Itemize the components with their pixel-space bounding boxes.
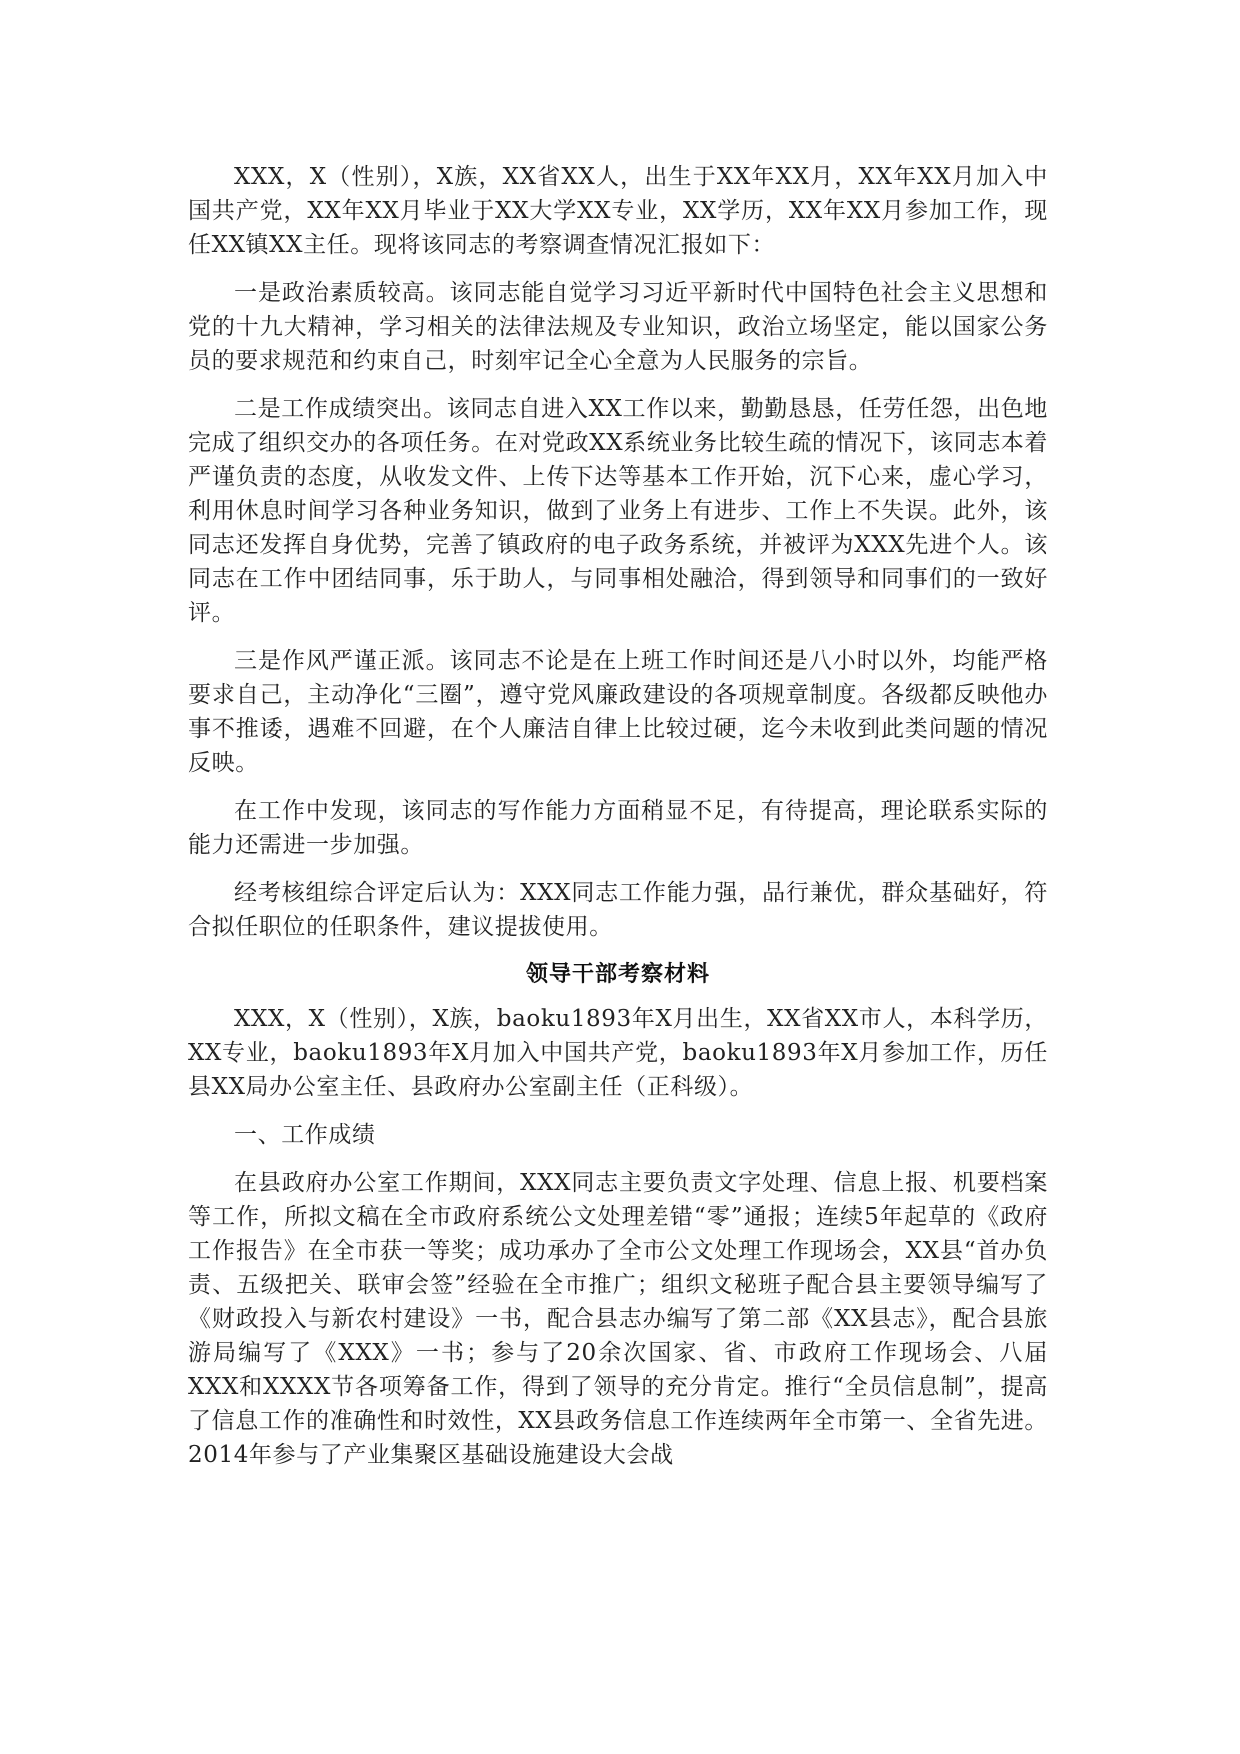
section-title: 领导干部考察材料 <box>525 962 710 987</box>
paragraph-work-achievements: 二是工作成绩突出。该同志自进入XX工作以来，勤勤恳恳，任劳任怨，出色地完成了组织交办的各项任务。在对党政XX系统业务比较生疏的情况下，该同志本着严谨负责的态度，从收发文件、上传下达等基本工作开始，沉下心来，虚心学习，利用休息时间学习各种业务知识，做到了业务上有进步、工作上不失误。此外，该同志还发挥自身优势，完善了镇政府的电子政务系统，并被评为XXX先进个人。该同志在工作中团结同事，乐于助人，与同事相处融洽，得到领导和同事们的一致好评。 <box>188 396 1048 626</box>
paragraph-political-quality: 一是政治素质较高。该同志能自觉学习习近平新时代中国特色社会主义思想和党的十九大精神，学习相关的法律法规及专业知识，政治立场坚定，能以国家公务员的要求规范和约束自己，时刻牢记全心全意为人民服务的宗旨。 <box>188 280 1048 374</box>
paragraph-shortcomings: 在工作中发现，该同志的写作能力方面稍显不足，有待提高，理论联系实际的能力还需进一步加强。 <box>188 798 1048 858</box>
subheading-work-results: 一、工作成绩 <box>234 1122 376 1148</box>
paragraph-cadre-basic-info: XXX，X（性别），X族，baoku1893年X月出生，XX省XX市人，本科学历，XX专业，baoku1893年X月加入中国共产党，baoku1893年X月参加工作，历任县XX局办公室主任、县政府办公室副主任（正科级）。 <box>188 1006 1048 1100</box>
paragraph-work-style: 三是作风严谨正派。该同志不论是在上班工作时间还是八小时以外，均能严格要求自己，主动净化“三圈”，遵守党风廉政建设的各项规章制度。各级都反映他办事不推诿，遇难不回避，在个人廉洁自律上比较过硬，迄今未收到此类问题的情况反映。 <box>188 648 1048 776</box>
paragraph-work-results-detail: 在县政府办公室工作期间，XXX同志主要负责文字处理、信息上报、机要档案等工作，所拟文稿在全市政府系统公文处理差错“零”通报；连续5年起草的《政府工作报告》在全市获一等奖；成功承办了全市公文处理工作现场会，XX县“首办负责、五级把关、联审会签”经验在全市推广；组织文秘班子配合县主要领导编写了《财政投入与新农村建设》一书，配合县志办编写了第二部《XX县志》，配合县旅游局编写了《XXX》一书；参与了20余次国家、省、市政府工作现场会、八届XXX和XXXX节各项筹备工作，得到了领导的充分肯定。推行“全员信息制”，提高了信息工作的准确性和时效性，XX县政务信息工作连续两年全市第一、全省先进。2014年参与了产业集聚区基础设施建设大会战 <box>188 1170 1048 1468</box>
paragraph-basic-info: XXX，X（性别），X族，XX省XX人，出生于XX年XX月，XX年XX月加入中国共产党，XX年XX月毕业于XX大学XX专业，XX学历，XX年XX月参加工作，现任XX镇XX主任。现将该同志的考察调查情况汇报如下： <box>188 164 1048 258</box>
paragraph-conclusion: 经考核组综合评定后认为：XXX同志工作能力强，品行兼优，群众基础好，符合拟任职位的任职条件，建议提拔使用。 <box>188 880 1048 940</box>
document-body <box>188 160 1048 1486</box>
